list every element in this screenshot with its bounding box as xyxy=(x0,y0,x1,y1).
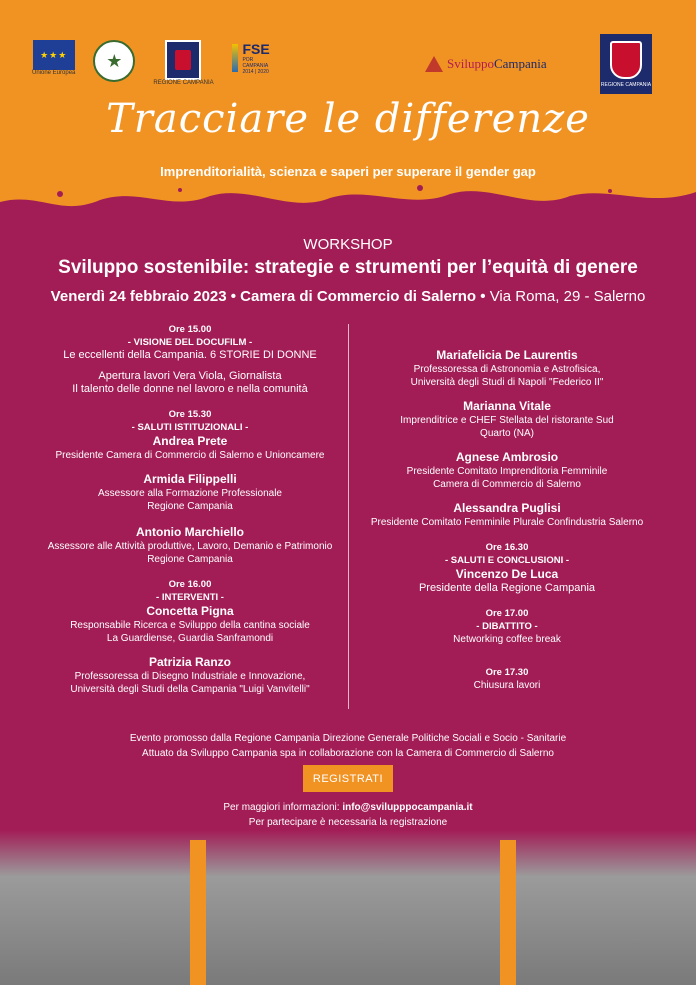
info-prefix: Per maggiori informazioni: xyxy=(223,802,340,813)
sviluppo-label: Sviluppo xyxy=(447,56,494,71)
speaker-role: Presidente Camera di Commercio di Salerno e Unioncamere xyxy=(55,450,325,461)
speaker-role: Presidente della Regione Campania xyxy=(418,582,596,594)
speaker-role: Presidente Comitato Imprenditoria Femminile xyxy=(406,466,608,477)
eu-caption: Unione Europea xyxy=(32,70,76,76)
speaker-name: Armida Filippelli xyxy=(143,472,237,486)
contact-info xyxy=(0,800,696,830)
speaker-role: Assessore alle Attività produttive, Lavoro, Demanio e Patrimonio xyxy=(47,541,333,552)
regione-campania-small-logo xyxy=(153,40,213,86)
section-label: - VISIONE DEL DOCUFILM - xyxy=(127,337,253,348)
program-right-column xyxy=(362,348,652,692)
speaker-role: La Guardiense, Guardia Sanframondi xyxy=(106,633,274,644)
event-date: Venerdì 24 febbraio 2023 • Camera di Commercio di Salerno • xyxy=(50,288,486,305)
talent-text: Il talento delle donne nel lavoro e nella comunità xyxy=(72,383,308,395)
orange-stripe xyxy=(190,840,206,985)
speaker-role: Quarto (NA) xyxy=(480,428,534,439)
speaker-name: Agnese Ambrosio xyxy=(455,450,559,464)
speaker-role: Assessore alla Formazione Professionale xyxy=(98,488,282,499)
speaker-name: Alessandra Puglisi xyxy=(453,501,561,515)
speaker-role: Università degli Studi della Campania "Luigi Vanvitelli" xyxy=(70,684,310,695)
speaker-role: Imprenditrice e CHEF Stellata del ristorante Sud xyxy=(400,415,614,426)
time-label: Ore 15.30 xyxy=(168,409,212,420)
section-label: - INTERVENTI - xyxy=(156,592,224,603)
italian-republic-logo xyxy=(93,40,135,82)
women-photo-collage xyxy=(0,830,696,985)
section-label: - SALUTI ISTITUZIONALI - xyxy=(131,422,249,433)
partner-logos xyxy=(32,40,280,86)
registration-note: Per partecipare è necessaria la registrazione xyxy=(248,817,448,828)
contact-email-link[interactable]: info@svilupppocampania.it xyxy=(342,802,473,813)
campania-label: Campania xyxy=(493,56,547,71)
regione-campania-logo xyxy=(600,34,652,94)
time-label: Ore 16.30 xyxy=(485,542,529,553)
fse-logo xyxy=(232,40,280,76)
fse-caption: POR CAMPANIA 2014 | 2020 xyxy=(242,57,269,75)
column-divider xyxy=(348,324,349,709)
coffee-break-text: Networking coffee break xyxy=(453,634,561,645)
promoter-note xyxy=(0,731,696,761)
event-title: Tracciare le differenze xyxy=(106,96,590,142)
speaker-name: Patrizia Ranzo xyxy=(148,655,232,669)
closing-text: Chiusura lavori xyxy=(473,680,541,691)
docufilm-title: Le eccellenti della Campania. 6 STORIE DI DONNE xyxy=(63,349,317,361)
sviluppo-triangle-icon xyxy=(425,56,443,72)
regione-big-caption: REGIONE CAMPANIA xyxy=(600,81,652,88)
eu-logo xyxy=(32,40,75,76)
event-date-place xyxy=(0,288,696,305)
section-label: - DIBATTITO - xyxy=(476,621,538,632)
speaker-role: Regione Campania xyxy=(147,554,233,565)
section-label: - SALUTI E CONCLUSIONI - xyxy=(444,555,570,566)
opening-text: Apertura lavori Vera Viola, Giornalista xyxy=(98,370,282,382)
program-left-column xyxy=(40,323,340,696)
time-label: Ore 17.00 xyxy=(485,608,529,619)
promoter-line: Evento promosso dalla Regione Campania Direzione Generale Politiche Sociali e Socio - Sanitarie xyxy=(129,733,567,744)
regione-shield-icon xyxy=(165,40,201,80)
implementer-line: Attuato da Sviluppo Campania spa in collaborazione con la Camera di Commercio di Salerno xyxy=(142,748,554,759)
fse-label: FSE xyxy=(242,41,270,57)
speaker-name: Concetta Pigna xyxy=(146,604,234,618)
speaker-role: Presidente Comitato Femminile Plurale Confindustria Salerno xyxy=(370,517,644,528)
speaker-name: Mariafelicia De Laurentis xyxy=(436,348,578,362)
speaker-role: Camera di Commercio di Salerno xyxy=(433,479,581,490)
speaker-role: Professoressa di Disegno Industriale e Innovazione, xyxy=(74,671,306,682)
fse-mark-icon xyxy=(232,44,239,72)
time-label: Ore 17.30 xyxy=(485,667,529,678)
event-headline: Sviluppo sostenibile: strategie e strumenti per l’equità di genere xyxy=(58,257,638,278)
speaker-name: Marianna Vitale xyxy=(463,399,551,413)
event-subtitle: Imprenditorialità, scienza e saperi per superare il gender gap xyxy=(160,164,536,179)
event-type: WORKSHOP xyxy=(303,236,393,253)
speaker-role: Università degli Studi di Napoli "Federico II" xyxy=(410,377,604,388)
speaker-name: Antonio Marchiello xyxy=(136,525,244,539)
regione-big-shield-icon xyxy=(610,41,642,79)
speaker-role: Regione Campania xyxy=(147,501,233,512)
sviluppo-campania-logo xyxy=(425,56,547,72)
time-label: Ore 16.00 xyxy=(168,579,212,590)
speaker-name: Andrea Prete xyxy=(152,434,228,448)
speaker-role: Professoressa di Astronomia e Astrofisica, xyxy=(413,364,601,375)
orange-stripe xyxy=(500,840,516,985)
event-address: Via Roma, 29 - Salerno xyxy=(489,288,646,305)
register-button[interactable]: REGISTRATI xyxy=(303,765,393,792)
regione-small-caption: REGIONE CAMPANIA xyxy=(153,80,214,86)
speaker-name: Vincenzo De Luca xyxy=(455,567,559,581)
eu-flag-icon: ★★★ xyxy=(33,40,75,70)
time-label: Ore 15.00 xyxy=(168,324,212,335)
republic-emblem-icon: ★ xyxy=(93,40,135,82)
speaker-role: Responsabile Ricerca e Sviluppo della cantina sociale xyxy=(70,620,310,631)
